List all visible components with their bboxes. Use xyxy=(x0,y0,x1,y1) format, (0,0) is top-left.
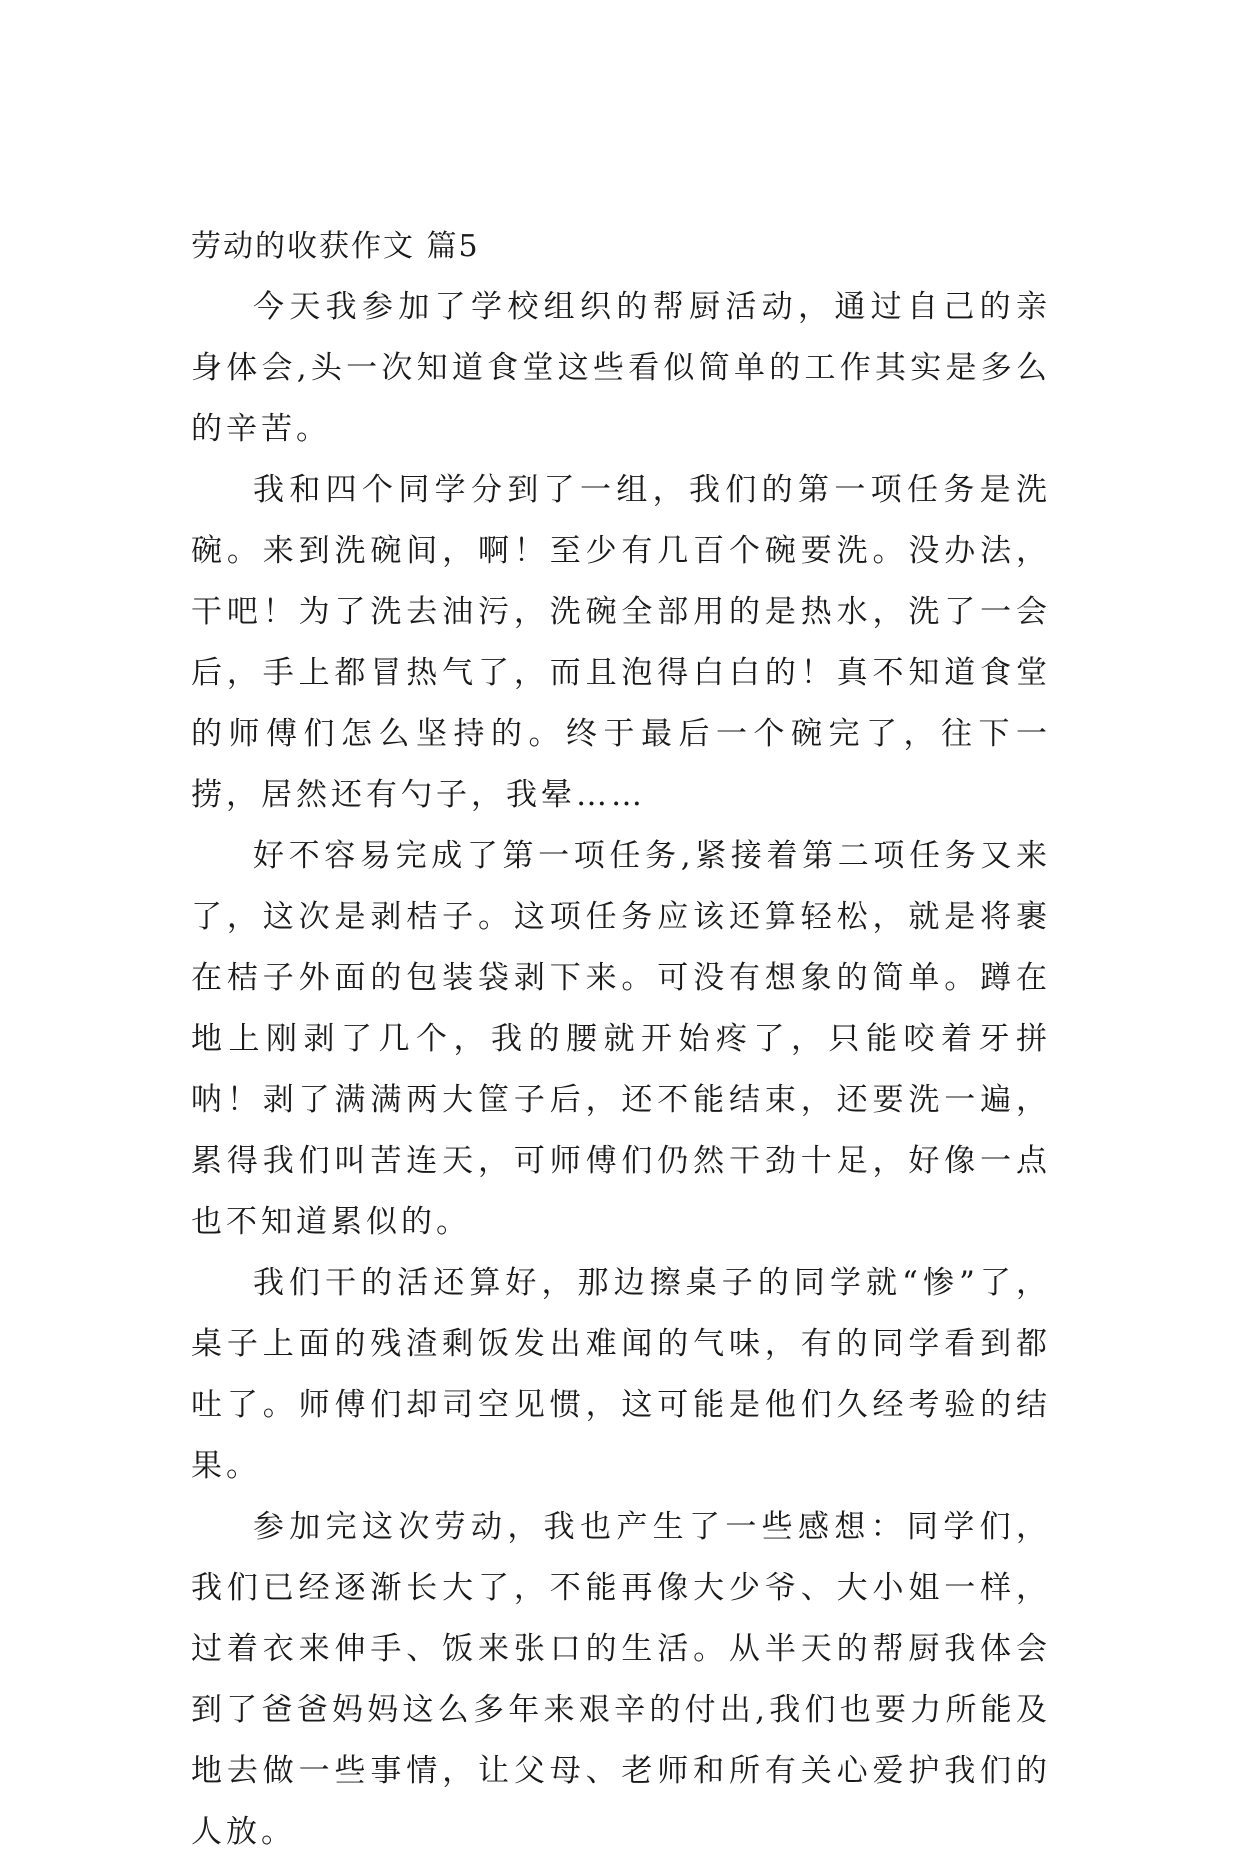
paragraph-2: 我和四个同学分到了一组，我们的第一项任务是洗碗。来到洗碗间，啊！至少有几百个碗要洗。没办法，干吧！为了洗去油污，洗碗全部用的是热水，洗了一会后，手上都冒热气了，而且泡得白白的！真不知道食堂的师傅们怎么坚持的。终于最后一个碗完了，往下一捞，居然还有勺子，我晕…… xyxy=(191,472,1051,813)
paragraph-3: 好不容易完成了第一项任务,紧接着第二项任务又来了，这次是剥桔子。这项任务应该还算轻松，就是将裹在桔子外面的包装袋剥下来。可没有想象的简单。蹲在地上刚剥了几个，我的腰就开始疼了，只能咬着牙拼呐！剥了满满两大筐子后，还不能结束，还要洗一遍，累得我们叫苦连天，可师傅们仍然干劲十足，好像一点也不知道累似的。 xyxy=(191,838,1051,1240)
essay-title: 劳动的收获作文 篇5 xyxy=(191,229,480,264)
paragraph-4: 我们干的活还算好，那边擦桌子的同学就“惨”了，桌子上面的残渣剩饭发出难闻的气味，有的同学看到都吐了。师傅们却司空见惯，这可能是他们久经考验的结果。 xyxy=(191,1265,1051,1484)
document-body xyxy=(191,217,1051,1863)
paragraph-1: 今天我参加了学校组织的帮厨活动，通过自己的亲身体会,头一次知道食堂这些看似简单的工作其实是多么的辛苦。 xyxy=(191,289,1051,447)
paragraph-5: 参加完这次劳动，我也产生了一些感想：同学们，我们已经逐渐长大了，不能再像大少爷、大小姐一样，过着衣来伸手、饭来张口的生活。从半天的帮厨我体会到了爸爸妈妈这么多年来艰辛的付出,我们也要力所能及地去做一些事情，让父母、老师和所有关心爱护我们的人放。 xyxy=(191,1509,1051,1850)
